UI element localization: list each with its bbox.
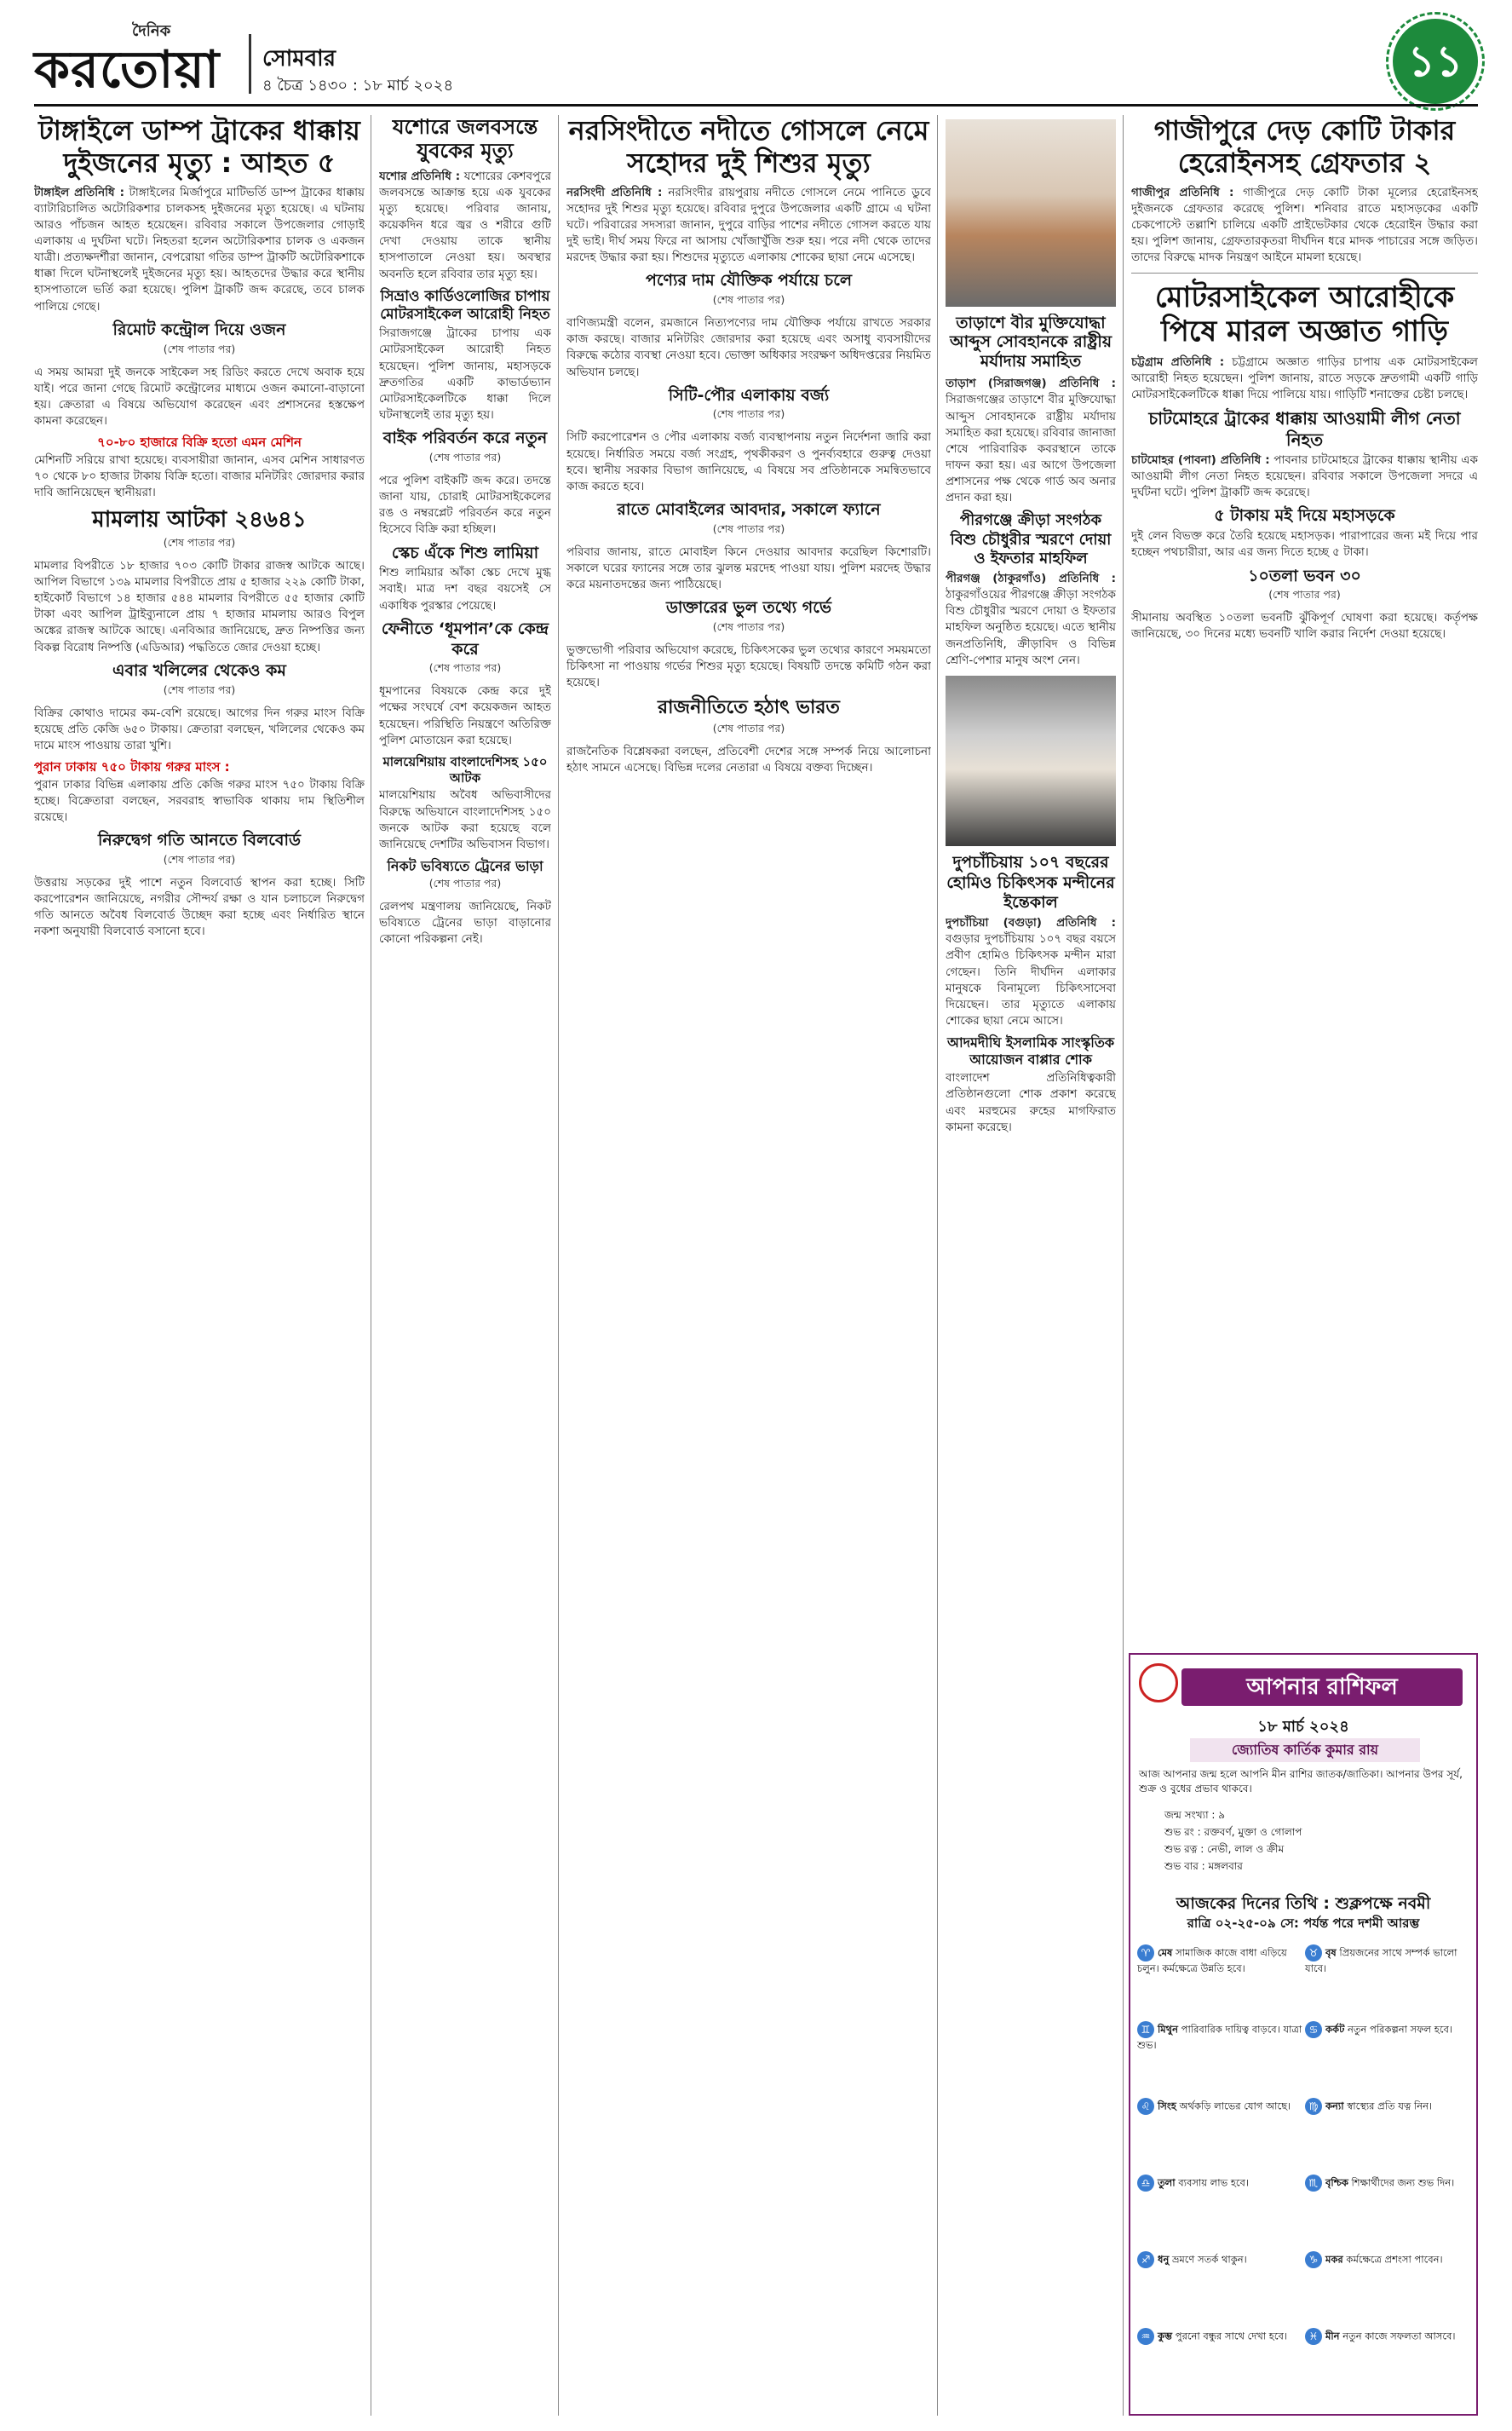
masthead-rule [34,104,1478,107]
article-freedom-fighter [946,314,1116,2416]
horoscope-intro: আজ আপনার জন্ম হলে আপনি মীন রাশির জাতক/জাতিকা। আপনার উপর সূর্য, শুক্র ও বুধের প্রভাব থাকবে। [1139,1768,1463,1794]
issue-day: সোমবার [262,46,336,72]
subheadline: ফেনীতে ‘ধূমপান’কে কেন্দ্র করে [381,619,549,659]
body-text: নরসিংদীর রায়পুরায় নদীতে গোসলে নেমে পানিতে ডুবে সহোদর দুই শিশুর মৃত্যু হয়েছে। রবিবার দুপুরে উপজেলার একটি গ্রামে এ ঘটনা ঘটে। পরিবারের সদস্যরা জানান, দুপুরে বাড়ির পাশের নদীতে গোসল করতে যায় দুই ভাই। দীর্ঘ সময় ফিরে না আসায় খোঁজাখুঁজি শুরু হয়। পরে নদী থেকে তাদের মরদেহ উদ্ধার করা হয়। শিশুদের মৃত্যুতে এলাকায় শোকের ছায়া নেমে এসেছে। [566,185,931,265]
subheadline: মামলায় আটকা ২৪৬৪১ [92,507,307,533]
byline: গাজীপুর প্রতিনিধি : [1131,185,1234,199]
logo-title: করতোয়া [34,40,221,100]
article-narsingdi [566,115,931,2416]
body-text: রেলপথ মন্ত্রণালয় জানিয়েছে, নিকট ভবিষ্যতে ট্রেনের ভাড়া বাড়ানোর কোনো পরিকল্পনা নেই। [379,900,551,947]
zodiac-sign [1137,2098,1308,2115]
subheadline: পণ্যের দাম যৌক্তিক পর্যায়ে চলে [646,271,852,291]
headline: যশোরে জলবসন্তে যুবকের মৃত্যু [392,115,538,164]
horoscope-detail: শুভ বার : মঙ্গলবার [1164,1860,1243,1872]
body-text: উত্তরায় সড়কের দুই পাশে নতুন বিলবোর্ড স্থাপন করা হচ্ছে। সিটি করপোরেশন জানিয়েছে, নগরীর সৌন্দর্য রক্ষা ও যান চলাচলে নিরুদ্বেগ গতি আনতে অবৈধ বিলবোর্ড উচ্ছেদ করা হচ্ছে এবং নির্ধারিত স্থানে নকশা অনুযায়ী বিলবোর্ড বসানো হবে। [34,875,365,939]
body-text: পুরান ঢাকার বিভিন্ন এলাকায় প্রতি কেজি গরুর মাংস ৭৫০ টাকায় বিক্রি হচ্ছে। বিক্রেতারা বলছেন, সরবরাহ স্বাভাবিক থাকায় দাম স্থিতিশীল রয়েছে। [34,777,365,825]
subheadline: রাজনীতিতে হঠাৎ ভারত [658,697,840,719]
sign-name: মকর [1325,2253,1343,2266]
zodiac-sign [1305,2251,1475,2268]
scorpio-icon: ♏ [1305,2175,1322,2192]
sign-text: স্বাস্থ্যের প্রতি যত্ন নিন। [1347,2100,1433,2112]
sign-name: কন্যা [1325,2100,1344,2112]
sign-text: পারিবারিক দায়িত্ব বাড়বে। যাত্রা শুভ। [1137,2023,1302,2051]
body-text: বিক্রির কোথাও দামের কম-বেশি রয়েছে। আগের দিন গরুর মাংস বিক্রি হয়েছে প্রতি কেজি ৬৫০ টাকায়। ক্রেতারা বলছেন, খলিলের থেকেও কম দামে মাংস পাওয়ায় তারা খুশি। [34,706,365,752]
subheadline: আদমদীঘি ইসলামিক সাংস্কৃতিক আয়োজন বাপ্পার শোক [946,1034,1115,1069]
sign-name: বৃশ্চিক [1325,2176,1348,2189]
body-text: গাজীপুরে দেড় কোটি টাকা মূল্যের হেরোইনসহ দুইজনকে গ্রেফতার করেছে পুলিশ। শনিবার রাতে মহাসড়কের একটি চেকপোস্টে তল্লাশি চালিয়ে একটি প্রাইভেটকার থেকে হেরোইন উদ্ধার করা হয়। পুলিশ জানায়, গ্রেফতারকৃতরা দীর্ঘদিন ধরে মাদক পাচারের সঙ্গে জড়িত। তাদের বিরুদ্ধে মাদক নিয়ন্ত্রণ আইনে মামলা হয়েছে। [1131,185,1478,265]
column-divider [558,115,559,2416]
sign-name: কর্কট [1325,2023,1345,2036]
virgo-icon: ♍ [1305,2098,1322,2115]
body-text: মালয়েশিয়ায় অবৈধ অভিবাসীদের বিরুদ্ধে অভিযানে বাংলাদেশিসহ ১৫০ জনকে আটক করা হয়েছে বলে জানিয়েছে দেশটির অভিবাসন বিভাগ। [379,788,551,851]
body-text: শিশু লামিয়ার আঁকা স্কেচ দেখে মুগ্ধ সবাই। মাত্র দশ বছর বয়সেই সে একাধিক পুরস্কার পেয়েছে। [379,566,551,613]
continued-note: (শেষ পাতার পর) [428,877,502,890]
section-rule [1131,273,1478,274]
libra-icon: ♎ [1137,2175,1154,2192]
subheadline: স্কেচ এঁকে শিশু লামিয়া [391,543,539,562]
subheadline: ১০তলা ভবন ৩০ [1248,566,1361,585]
sign-name: তুলা [1158,2176,1176,2189]
subheadline: বাইক পরিবর্তন করে নতুন [382,429,548,448]
body-text: টাঙ্গাইলের মির্জাপুরে মাটিভর্তি ডাম্প ট্রাকের ধাক্কায় ব্যাটারিচালিত অটোরিকশার চালকসহ দুইজনের মৃত্যু হয়েছে। এ ঘটনায় আরও পাঁচজন আহত হয়েছেন। রবিবার সকালে উপজেলার গোড়াই এলাকায় এ দুর্ঘটনা ঘটে। নিহতরা হলেন অটোরিকশার চালক ও একজন যাত্রী। প্রত্যক্ষদর্শীরা জানান, বেপরোয়া গতির ডাম্প ট্রাকটি অটোরিকশাকে ধাক্কা দিলে ঘটনাস্থলেই দুইজনের মৃত্যু হয়। আহতদের উদ্ধার করে স্থানীয় হাসপাতালে ভর্তি করা হয়েছে। পুলিশ ট্রাকটি জব্দ করেছে, তবে চালক পালিয়ে গেছে। [34,185,365,314]
sagittarius-icon: ♐ [1137,2251,1154,2268]
sign-name: মেষ [1158,1946,1173,1959]
zodiac-sign [1137,2328,1308,2345]
sign-text: কর্মক্ষেত্রে প্রশংসা পাবেন। [1346,2253,1443,2266]
byline: পীরগঞ্জ (ঠাকুরগাঁও) প্রতিনিধি : [946,571,1116,585]
body-text: যশোরের কেশবপুরে জলবসন্তে আক্রান্ত হয়ে এক যুবকের মৃত্যু হয়েছে। পরিবার জানায়, কয়েকদিন ধরে জ্বর ও শরীরে গুটি দেখা দেওয়ায় তাকে স্থানীয় হাসপাতালে নেওয়া হয়। অবস্থার অবনতি হলে রবিবার তার মৃত্যু হয়। [379,169,551,281]
red-subheadline: ৭০-৮০ হাজারে বিক্রি হতো এমন মেশিন [97,435,302,451]
horoscope-author: জ্যোতিষ কার্তিক কুমার রায় [1190,1738,1420,1762]
body-text: মেশিনটি সরিয়ে রাখা হয়েছে। ব্যবসায়ীরা জানান, এসব মেশিন সাধারণত ৭০ থেকে ৮০ হাজার টাকায় বিক্রি হতো। বাজার মনিটরিং জোরদার করার দাবি জানিয়েছেন স্থানীয়রা। [34,452,365,500]
zodiac-sign [1305,1944,1475,1976]
article-body [379,169,551,283]
sign-text: শিক্ষার্থীদের জন্য শুভ দিন। [1351,2176,1455,2189]
body-text: সীমানায় অবস্থিত ১০তলা ভবনটি ঝুঁকিপূর্ণ ঘোষণা করা হয়েছে। কর্তৃপক্ষ জানিয়েছে, ৩০ দিনের মধ্যে ভবনটি খালি করার নির্দেশ দেওয়া হয়েছে। [1131,611,1478,642]
byline: চট্টগ্রাম প্রতিনিধি : [1131,354,1225,369]
horoscope-detail: শুভ রং : রক্তবর্ণ, মুক্তা ও গোলাপ [1164,1826,1302,1838]
taurus-icon: ♉ [1305,1944,1322,1962]
byline: যশোর প্রতিনিধি : [379,169,461,183]
body-text: সিরাজগঞ্জের তাড়াশে বীর মুক্তিযোদ্ধা আব্দুস সোবহানকে রাষ্ট্রীয় মর্যাদায় সমাহিত করা হয়েছে। রবিবার জানাজা শেষে পারিবারিক কবরস্থানে তাকে দাফন করা হয়। এর আগে উপজেলা প্রশাসনের পক্ষ থেকে গার্ড অব অনার প্রদান করা হয়। [946,393,1116,505]
subheadline: সিভ্রাও কার্ডিওলোজির চাপায় মোটরসাইকেল আরোহী নিহত [380,287,550,323]
byline: চাটমোহর (পাবনা) প্রতিনিধি : [1131,452,1270,467]
subheadline: ৫ টাকায় মই দিয়ে মহাসড়কে [1214,506,1395,526]
zodiac-sign [1305,2175,1475,2192]
sign-text: প্রিয়জনের সাথে সম্পর্ক ভালো যাবে। [1305,1946,1457,1974]
headline: গাজীপুরে দেড় কোটি টাকার হেরোইনসহ গ্রেফতার ২ [1153,115,1456,179]
article-body [1131,185,1478,267]
continued-note: (শেষ পাতার পর) [428,661,502,675]
headline: টাঙ্গাইলে ডাম্প ট্রাকের ধাক্কায় দুইজনের মৃত্যু : আহত ৫ [38,115,360,179]
continued-note: (শেষ পাতার পর) [712,521,785,535]
body-text: পাবনার চাটমোহরে ট্রাকের ধাক্কায় স্থানীয় এক আওয়ামী লীগ নেতা নিহত হয়েছেন। রবিবার সকালে উপজেলা সদরে এ দুর্ঘটনা ঘটে। পুলিশ ট্রাকটি জব্দ করেছে। [1131,452,1478,500]
article-tangail [34,115,365,2416]
subheadline: রিমোট কন্ট্রোল দিয়ে ওজন [112,320,286,339]
body-text: মামলার বিপরীতে ১৮ হাজার ৭০৩ কোটি টাকার রাজস্ব আটকে আছে। আপিল বিভাগে ১৩৯ মামলার বিপরীতে প্রায় ৫ হাজার ২২৯ কোটি টাকা, হাইকোর্ট বিভাগে ১৪ হাজার ৫৪৪ মামলার বিপরীতে ৫৫ হাজার কোটি টাকা এবং আপিল ট্রাইব্যুনালে প্রায় ৭ হাজার মামলায় আরও বিপুল অঙ্কের রাজস্ব আটকে আছে। এনবিআর জানিয়েছে, দ্রুত নিষ্পত্তির জন্য বিকল্প বিরোধ নিষ্পত্তি (এডিআর) পদ্ধতিতে জোর দেওয়া হচ্ছে। [34,558,365,654]
sign-name: মিথুন [1158,2023,1178,2036]
article-body [34,185,365,315]
continued-note: (শেষ পাতার পর) [163,535,236,549]
body-text: দুই লেন বিভক্ত করে তৈরি হয়েছে মহাসড়ক। পারাপারের জন্য মই দিয়ে পার হচ্ছেন পথচারীরা, আর এর জন্য দিতে হচ্ছে ৫ টাকা। [1131,529,1478,560]
portrait-photo [946,119,1116,307]
sign-text: ব্যবসায় লাভ হবে। [1178,2176,1250,2189]
zodiac-sign [1137,1944,1308,1976]
horoscope-title: আপনার রাশিফল [1181,1668,1463,1706]
article-body [1131,354,1478,403]
tithi-heading: আজকের দিনের তিথি : শুক্লপক্ষে নবমী [1176,1894,1431,1913]
aquarius-icon: ♒ [1137,2328,1154,2345]
body-text: পরে পুলিশ বাইকটি জব্দ করে। তদন্তে জানা যায়, চোরাই মোটরসাইকেলের রঙ ও নম্বরপ্লেট পরিবর্তন করে নতুন হিসেবে বিক্রি করা হচ্ছিল। [379,473,551,537]
sign-name: মীন [1325,2330,1340,2342]
body-text: চট্টগ্রামে অজ্ঞাত গাড়ির চাপায় এক মোটরসাইকেল আরোহী নিহত হয়েছেন। পুলিশ জানায়, রাতে সড়কে দ্রুতগামী একটি গাড়ি মোটরসাইকেলটিকে ধাক্কা দিয়ে পালিয়ে যায়। গাড়িটি শনাক্তের চেষ্টা চলছে। [1131,354,1478,401]
continued-note: (শেষ পাতার পর) [712,721,785,734]
subheadline: সিটি-পৌর এলাকায় বর্জ্য [668,385,830,405]
article-body [1131,452,1478,501]
body-text: ঠাকুরগাঁওয়ের পীরগঞ্জে ক্রীড়া সংগঠক বিশু চৌধুরীর স্মরণে দোয়া ও ইফতার মাহফিল অনুষ্ঠিত হয়েছে। এতে স্থানীয় জনপ্রতিনিধি, ক্রীড়াবিদ ও বিভিন্ন শ্রেণি-পেশার মানুষ অংশ নেন। [946,588,1116,667]
masthead [0,0,1512,101]
tithi-text: রাত্রি ০২-২৫-০৯ সে: পর্যন্ত পরে দশমী আরম্ভ [1187,1915,1420,1931]
horoscope-box [1129,1653,1478,2416]
headline: নরসিংদীতে নদীতে গোসলে নেমে সহোদর দুই শিশুর মৃত্যু [568,115,929,179]
sign-text: পুরনো বন্ধুর সাথে দেখা হবে। [1175,2330,1287,2342]
sign-text: সামাজিক কাজে বাধা এড়িয়ে চলুন। কর্মক্ষেত্রে উন্নতি হবে। [1137,1946,1287,1974]
cancer-icon: ♋ [1305,2021,1322,2038]
byline: টাঙ্গাইল প্রতিনিধি : [34,185,124,199]
issue-date: ৪ চৈত্র ১৪৩০ : ১৮ মার্চ ২০২৪ [262,77,454,95]
zodiac-sign [1137,2251,1308,2268]
continued-note: (শেষ পাতার পর) [712,620,785,633]
subheadline: নিকট ভবিষ্যতে ট্রেনের ভাড়া [387,858,543,874]
subheadline: নিরুদ্বেগ গতি আনতে বিলবোর্ড [98,831,301,850]
leo-icon: ♌ [1137,2098,1154,2115]
subheadline: চাটমোহরে ট্রাকের ধাক্কায় আওয়ামী লীগ নেতা নিহত [1148,407,1461,450]
continued-note: (শেষ পাতার পর) [163,342,236,355]
article-body [946,571,1116,669]
body-text: ধূমপানের বিষয়কে কেন্দ্র করে দুই পক্ষের সংঘর্ষে বেশ কয়েকজন আহত হয়েছেন। পরিস্থিতি নিয়ন্ত্রণে অতিরিক্ত পুলিশ মোতায়েন করা হয়েছে। [379,684,551,747]
horoscope-detail: জন্ম সংখ্যা : ৯ [1164,1809,1226,1821]
subheadline: ডাক্তারের ভুল তথ্যে গর্ভে [665,598,832,618]
headline: মোটরসাইকেল আরোহীকে পিষে মারল অজ্ঞাত গাড়ি [1154,280,1455,349]
horoscope-date: ১৮ মার্চ ২০২৪ [1257,1718,1349,1736]
article-body [946,376,1116,506]
body-text: রাজনৈতিক বিশ্লেষকরা বলছেন, প্রতিবেশী দেশের সঙ্গে সম্পর্ক নিয়ে আলোচনা হঠাৎ সামনে এসেছে। বিভিন্ন দলের নেতারা এ বিষয়ে বক্তব্য দিচ্ছেন। [566,744,931,775]
page-number: ১১ [1393,19,1478,104]
subheadline: এবার খলিলের থেকেও কম [112,660,286,680]
newspaper-logo [34,19,247,100]
sign-text: নতুন পরিকল্পনা সফল হবে। [1348,2023,1452,2036]
sign-name: সিংহ [1158,2100,1176,2112]
zodiac-sign [1137,2175,1308,2192]
sign-name: কুম্ভ [1158,2330,1173,2342]
body-text: এ সময় আমরা দুই জনকে সাইকেল সহ রিডিং করতে দেখে অবাক হয়ে যাই। পরে জানা গেছে রিমোট কন্ট্রোলের মাধ্যমে ওজন কমানো-বাড়ানো হয়। ক্রেতারা এ বিষয়ে অভিযোগ করেছেন এবং প্রশাসনের হস্তক্ষেপ কামনা করেছেন। [34,365,365,428]
body-text: সিরাজগঞ্জে ট্রাকের চাপায় এক মোটরসাইকেল আরোহী নিহত হয়েছেন। পুলিশ জানায়, মহাসড়কে দ্রুতগতির একটি কাভার্ডভ্যান মোটরসাইকেলটিকে ধাক্কা দিলে ঘটনাস্থলেই তার মৃত্যু হয়। [379,326,551,422]
continued-note: (শেষ পাতার পর) [163,683,236,696]
article-gazipur [1131,115,1478,1649]
logo-prefix: দৈনিক [132,22,171,40]
continued-note: (শেষ পাতার পর) [428,450,502,464]
zodiac-sign [1305,2098,1475,2115]
byline: দুপচাঁচিয়া (বগুড়া) প্রতিনিধি : [946,916,1116,930]
zodiac-sign [1305,2021,1475,2038]
continued-note: (শেষ পাতার পর) [1268,588,1341,602]
subheadline: দুপচাঁচিয়ায় ১০৭ বছরের হোমিও চিকিৎসক মন্দীনের ইন্তেকাল [946,852,1115,913]
capricorn-icon: ♑ [1305,2251,1322,2268]
sign-text: ভ্রমণে সতর্ক থাকুন। [1171,2253,1247,2266]
subheadline: রাতে মোবাইলের আবদার, সকালে ফ্যানে [617,500,881,520]
body-text: পরিবার জানায়, রাতে মোবাইল কিনে দেওয়ার আবদার করেছিল কিশোরটি। সকালে ঘরের ফ্যানের সঙ্গে তার ঝুলন্ত মরদেহ পাওয়া যায়। পুলিশ মরদেহ উদ্ধার করে ময়নাতদন্তের জন্য পাঠিয়েছে। [566,544,931,592]
zodiac-sign [1305,2328,1475,2345]
continued-note: (শেষ পাতার পর) [712,407,785,421]
pisces-icon: ♓ [1305,2328,1322,2345]
body-text: বগুড়ার দুপচাঁচিয়ায় ১০৭ বছর বয়সে প্রবীণ হোমিও চিকিৎসক মন্দীন মারা গেছেন। তিনি দীর্ঘদিন এলাকার মানুষকে বিনামূল্যে চিকিৎসাসেবা দিয়েছেন। তার মৃত্যুতে এলাকায় শোকের ছায়া নেমে আসে। [946,932,1116,1028]
article-body [946,915,1116,1029]
byline: নরসিংদী প্রতিনিধি : [566,185,663,199]
body-text: সিটি করপোরেশন ও পৌর এলাকায় বর্জ্য ব্যবস্থাপনায় নতুন নির্দেশনা জারি করা হয়েছে। নির্ধারিত সময়ে বর্জ্য সংগ্রহ, পৃথকীকরণ ও পুনর্ব্যবহারে গুরুত্ব দেওয়া হবে। স্থানীয় সরকার বিভাগ জানিয়েছে, এ বিষয়ে সব প্রতিষ্ঠানকে সমন্বিতভাবে কাজ করতে হবে। [566,430,931,493]
portrait-photo [946,676,1116,846]
headline: তাড়াশে বীর মুক্তিযোদ্ধা আব্দুস সোবহানকে রাষ্ট্রীয় মর্যাদায় সমাহিত [949,314,1112,371]
horoscope-detail: শুভ রত্ন : নেভী, লাল ও ক্রীম [1164,1843,1285,1855]
red-subheadline: পুরান ঢাকায় ৭৫০ টাকায় গরুর মাংস : [34,759,230,775]
sign-text: নতুন কাজে সফলতা আসবে। [1342,2330,1456,2342]
article-jessore [379,115,551,2416]
column-divider [937,115,938,2416]
continued-note: (শেষ পাতার পর) [163,852,236,866]
sign-text: অর্থকড়ি লাভের যোগ আছে। [1179,2100,1291,2112]
horoscope-wheel-icon [1139,1663,1178,1702]
column-divider [1123,115,1124,2416]
body-text: ভুক্তভোগী পরিবার অভিযোগ করেছে, চিকিৎসকের ভুল তথ্যের কারণে সময়মতো চিকিৎসা না পাওয়ায় গর্ভের শিশুর মৃত্যু হয়েছে। বিষয়টি তদন্তে কমিটি গঠন করা হয়েছে। [566,643,931,690]
gemini-icon: ♊ [1137,2021,1154,2038]
subheadline: মালয়েশিয়ায় বাংলাদেশিসহ ১৫০ আটক [382,753,548,786]
continued-note: (শেষ পাতার পর) [712,293,785,307]
subheadline: পীরগঞ্জে ক্রীড়া সংগঠক বিশু চৌধুরীর স্মরণে দোয়া ও ইফতার মাহফিল [950,511,1112,568]
byline: তাড়াশ (সিরাজগঞ্জ) প্রতিনিধি : [946,377,1116,391]
masthead-divider [249,34,251,94]
sign-name: বৃষ [1325,1946,1337,1959]
sign-name: ধনু [1158,2253,1170,2266]
aries-icon: ♈ [1137,1944,1154,1962]
article-body [566,185,931,267]
zodiac-sign [1137,2021,1308,2053]
body-text: বাণিজ্যমন্ত্রী বলেন, রমজানে নিত্যপণ্যের দাম যৌক্তিক পর্যায়ে রাখতে সরকার কাজ করছে। বাজার মনিটরিং জোরদার করা হয়েছে এবং অসাধু ব্যবসায়ীদের বিরুদ্ধে কঠোর ব্যবস্থা নেওয়া হবে। ভোক্তা অধিকার সংরক্ষণ অধিদপ্তরের নিয়মিত অভিযান চলছে। [566,316,931,379]
body-text: বাংলাদেশ প্রতিনিধিত্বকারী প্রতিষ্ঠানগুলো শোক প্রকাশ করেছে এবং মরহুমের রুহের মাগফিরাত কামনা করেছে। [946,1071,1116,1134]
